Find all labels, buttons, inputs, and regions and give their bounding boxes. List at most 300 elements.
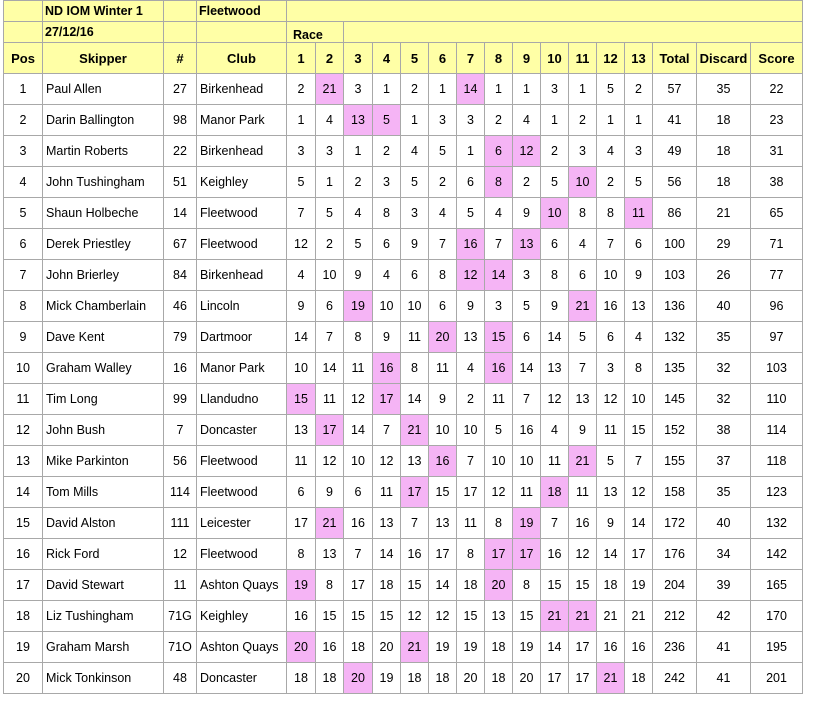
- race-10-discarded-cell: 21: [541, 601, 569, 632]
- pos-cell: 20: [4, 663, 43, 694]
- race-10-cell: 6: [541, 229, 569, 260]
- race-2-cell: 16: [316, 632, 344, 663]
- club-cell: Fleetwood: [197, 446, 287, 477]
- score-cell: 77: [751, 260, 803, 291]
- race-13-cell: 7: [625, 446, 653, 477]
- sail-number-cell: 16: [164, 353, 197, 384]
- col-header-number: #: [164, 43, 197, 74]
- race-13-discarded-cell: 11: [625, 198, 653, 229]
- table-row: [4, 198, 803, 229]
- race-6-cell: 1: [429, 74, 457, 105]
- race-5-cell: 14: [401, 384, 429, 415]
- race-8-discarded-cell: 14: [485, 260, 513, 291]
- col-header-discard: Discard: [697, 43, 751, 74]
- discard-cell: 40: [697, 508, 751, 539]
- race-8-cell: 12: [485, 477, 513, 508]
- discard-cell: 35: [697, 477, 751, 508]
- sail-number-cell: 51: [164, 167, 197, 198]
- race-1-discarded-cell: 20: [287, 632, 316, 663]
- race-6-cell: 19: [429, 632, 457, 663]
- race-12-cell: 14: [597, 539, 625, 570]
- race-4-cell: 2: [373, 136, 401, 167]
- race-12-cell: 9: [597, 508, 625, 539]
- race-9-discarded-cell: 17: [513, 539, 541, 570]
- race-5-cell: 18: [401, 663, 429, 694]
- pos-cell: 8: [4, 291, 43, 322]
- discard-cell: 26: [697, 260, 751, 291]
- race-2-cell: 8: [316, 570, 344, 601]
- race-2-cell: 5: [316, 198, 344, 229]
- race-6-cell: 17: [429, 539, 457, 570]
- sail-number-cell: 46: [164, 291, 197, 322]
- race-9-cell: 14: [513, 353, 541, 384]
- sail-number-cell: 67: [164, 229, 197, 260]
- total-cell: 172: [653, 508, 697, 539]
- header-cell-empty: [287, 1, 803, 22]
- skipper-cell: Martin Roberts: [43, 136, 164, 167]
- discard-cell: 42: [697, 601, 751, 632]
- table-row: [4, 136, 803, 167]
- col-header-club: Club: [197, 43, 287, 74]
- race-3-cell: 10: [344, 446, 373, 477]
- race-12-cell: 21: [597, 601, 625, 632]
- header-cell-empty: [164, 1, 197, 22]
- race-10-cell: 13: [541, 353, 569, 384]
- club-cell: Fleetwood: [197, 539, 287, 570]
- race-4-cell: 3: [373, 167, 401, 198]
- skipper-cell: Liz Tushingham: [43, 601, 164, 632]
- race-6-cell: 13: [429, 508, 457, 539]
- race-6-cell: 7: [429, 229, 457, 260]
- race-9-discarded-cell: 12: [513, 136, 541, 167]
- sail-number-cell: 84: [164, 260, 197, 291]
- total-cell: 204: [653, 570, 697, 601]
- race-9-cell: 1: [513, 74, 541, 105]
- race-7-cell: 17: [457, 477, 485, 508]
- club-cell: Dartmoor: [197, 322, 287, 353]
- total-cell: 49: [653, 136, 697, 167]
- race-1-cell: 8: [287, 539, 316, 570]
- race-6-discarded-cell: 20: [429, 322, 457, 353]
- col-header-total: Total: [653, 43, 697, 74]
- race-2-cell: 3: [316, 136, 344, 167]
- col-header-race-1: 1: [287, 43, 316, 74]
- race-5-cell: 2: [401, 74, 429, 105]
- race-11-cell: 17: [569, 663, 597, 694]
- race-11-cell: 7: [569, 353, 597, 384]
- score-cell: 96: [751, 291, 803, 322]
- race-3-cell: 3: [344, 74, 373, 105]
- skipper-cell: Graham Walley: [43, 353, 164, 384]
- sail-number-cell: 12: [164, 539, 197, 570]
- race-7-cell: 11: [457, 508, 485, 539]
- race-1-cell: 7: [287, 198, 316, 229]
- sail-number-cell: 14: [164, 198, 197, 229]
- race-8-cell: 5: [485, 415, 513, 446]
- race-4-cell: 15: [373, 601, 401, 632]
- skipper-cell: Graham Marsh: [43, 632, 164, 663]
- discard-cell: 35: [697, 74, 751, 105]
- table-row: [4, 260, 803, 291]
- race-9-cell: 10: [513, 446, 541, 477]
- race-10-cell: 15: [541, 570, 569, 601]
- table-row: [4, 415, 803, 446]
- race-7-cell: 13: [457, 322, 485, 353]
- sail-number-cell: 99: [164, 384, 197, 415]
- race-4-cell: 6: [373, 229, 401, 260]
- table-row: [4, 539, 803, 570]
- race-3-cell: 16: [344, 508, 373, 539]
- race-2-cell: 6: [316, 291, 344, 322]
- race-8-cell: 1: [485, 74, 513, 105]
- score-cell: 170: [751, 601, 803, 632]
- race-3-discarded-cell: 13: [344, 105, 373, 136]
- race-7-cell: 8: [457, 539, 485, 570]
- sail-number-cell: 7: [164, 415, 197, 446]
- race-10-cell: 14: [541, 632, 569, 663]
- score-cell: 110: [751, 384, 803, 415]
- race-7-discarded-cell: 14: [457, 74, 485, 105]
- race-3-discarded-cell: 20: [344, 663, 373, 694]
- sail-number-cell: 56: [164, 446, 197, 477]
- club-cell: Llandudno: [197, 384, 287, 415]
- race-12-cell: 13: [597, 477, 625, 508]
- race-4-discarded-cell: 5: [373, 105, 401, 136]
- skipper-cell: Tim Long: [43, 384, 164, 415]
- col-header-score: Score: [751, 43, 803, 74]
- column-header-row: [4, 43, 803, 74]
- pos-cell: 9: [4, 322, 43, 353]
- race-2-cell: 12: [316, 446, 344, 477]
- race-1-cell: 5: [287, 167, 316, 198]
- sail-number-cell: 71O: [164, 632, 197, 663]
- col-header-race-12: 12: [597, 43, 625, 74]
- score-cell: 142: [751, 539, 803, 570]
- race-10-cell: 4: [541, 415, 569, 446]
- discard-cell: 40: [697, 291, 751, 322]
- score-cell: 118: [751, 446, 803, 477]
- discard-cell: 18: [697, 105, 751, 136]
- table-row: [4, 508, 803, 539]
- total-cell: 86: [653, 198, 697, 229]
- race-11-cell: 12: [569, 539, 597, 570]
- race-2-cell: 1: [316, 167, 344, 198]
- race-3-cell: 7: [344, 539, 373, 570]
- score-cell: 22: [751, 74, 803, 105]
- total-cell: 103: [653, 260, 697, 291]
- race-12-cell: 2: [597, 167, 625, 198]
- event-date: 27/12/16: [43, 22, 164, 43]
- race-1-cell: 9: [287, 291, 316, 322]
- col-header-race-9: 9: [513, 43, 541, 74]
- race-9-cell: 5: [513, 291, 541, 322]
- race-10-discarded-cell: 18: [541, 477, 569, 508]
- race-2-cell: 13: [316, 539, 344, 570]
- race-6-cell: 9: [429, 384, 457, 415]
- total-cell: 57: [653, 74, 697, 105]
- col-header-race-6: 6: [429, 43, 457, 74]
- skipper-cell: Rick Ford: [43, 539, 164, 570]
- results-table: [3, 0, 803, 694]
- race-4-cell: 7: [373, 415, 401, 446]
- race-3-cell: 12: [344, 384, 373, 415]
- race-4-cell: 11: [373, 477, 401, 508]
- sail-number-cell: 111: [164, 508, 197, 539]
- race-7-cell: 3: [457, 105, 485, 136]
- race-12-cell: 12: [597, 384, 625, 415]
- race-4-discarded-cell: 16: [373, 353, 401, 384]
- score-cell: 123: [751, 477, 803, 508]
- col-header-race-13: 13: [625, 43, 653, 74]
- race-12-discarded-cell: 21: [597, 663, 625, 694]
- race-11-cell: 8: [569, 198, 597, 229]
- race-5-cell: 9: [401, 229, 429, 260]
- race-13-cell: 14: [625, 508, 653, 539]
- club-cell: Ashton Quays: [197, 570, 287, 601]
- header-cell-empty: [197, 22, 287, 43]
- race-2-cell: 18: [316, 663, 344, 694]
- race-13-cell: 18: [625, 663, 653, 694]
- discard-cell: 37: [697, 446, 751, 477]
- race-13-cell: 17: [625, 539, 653, 570]
- race-10-cell: 16: [541, 539, 569, 570]
- race-2-cell: 14: [316, 353, 344, 384]
- race-8-discarded-cell: 8: [485, 167, 513, 198]
- race-6-cell: 10: [429, 415, 457, 446]
- race-11-cell: 5: [569, 322, 597, 353]
- race-12-cell: 5: [597, 446, 625, 477]
- race-7-cell: 15: [457, 601, 485, 632]
- sail-number-cell: 98: [164, 105, 197, 136]
- race-3-cell: 6: [344, 477, 373, 508]
- race-6-cell: 4: [429, 198, 457, 229]
- race-1-cell: 10: [287, 353, 316, 384]
- race-3-cell: 2: [344, 167, 373, 198]
- table-row: [4, 384, 803, 415]
- sail-number-cell: 11: [164, 570, 197, 601]
- score-cell: 114: [751, 415, 803, 446]
- race-7-cell: 10: [457, 415, 485, 446]
- club-cell: Birkenhead: [197, 136, 287, 167]
- table-row: [4, 74, 803, 105]
- race-6-discarded-cell: 16: [429, 446, 457, 477]
- race-6-cell: 3: [429, 105, 457, 136]
- race-1-cell: 6: [287, 477, 316, 508]
- race-12-cell: 1: [597, 105, 625, 136]
- race-2-cell: 10: [316, 260, 344, 291]
- race-9-cell: 9: [513, 198, 541, 229]
- table-row: [4, 105, 803, 136]
- table-row: [4, 446, 803, 477]
- race-5-cell: 10: [401, 291, 429, 322]
- col-header-skipper: Skipper: [43, 43, 164, 74]
- race-8-cell: 11: [485, 384, 513, 415]
- race-9-cell: 6: [513, 322, 541, 353]
- race-9-cell: 8: [513, 570, 541, 601]
- race-11-cell: 6: [569, 260, 597, 291]
- race-7-cell: 20: [457, 663, 485, 694]
- skipper-cell: Paul Allen: [43, 74, 164, 105]
- race-12-cell: 18: [597, 570, 625, 601]
- race-9-cell: 15: [513, 601, 541, 632]
- club-cell: Keighley: [197, 601, 287, 632]
- race-13-cell: 21: [625, 601, 653, 632]
- skipper-cell: Tom Mills: [43, 477, 164, 508]
- race-9-cell: 19: [513, 632, 541, 663]
- race-13-cell: 15: [625, 415, 653, 446]
- total-cell: 145: [653, 384, 697, 415]
- discard-cell: 32: [697, 384, 751, 415]
- pos-cell: 19: [4, 632, 43, 663]
- race-5-cell: 6: [401, 260, 429, 291]
- skipper-cell: John Tushingham: [43, 167, 164, 198]
- race-1-cell: 4: [287, 260, 316, 291]
- race-2-cell: 9: [316, 477, 344, 508]
- sail-number-cell: 22: [164, 136, 197, 167]
- race-6-cell: 11: [429, 353, 457, 384]
- pos-cell: 11: [4, 384, 43, 415]
- race-5-cell: 3: [401, 198, 429, 229]
- race-2-cell: 4: [316, 105, 344, 136]
- race-2-cell: 2: [316, 229, 344, 260]
- total-cell: 212: [653, 601, 697, 632]
- pos-cell: 18: [4, 601, 43, 632]
- race-3-cell: 14: [344, 415, 373, 446]
- col-header-race-2: 2: [316, 43, 344, 74]
- club-cell: Birkenhead: [197, 260, 287, 291]
- race-10-cell: 1: [541, 105, 569, 136]
- race-12-cell: 10: [597, 260, 625, 291]
- race-5-cell: 5: [401, 167, 429, 198]
- race-3-cell: 5: [344, 229, 373, 260]
- race-11-cell: 4: [569, 229, 597, 260]
- race-5-discarded-cell: 21: [401, 632, 429, 663]
- col-header-race-7: 7: [457, 43, 485, 74]
- header-row-event: [4, 1, 803, 22]
- race-1-discarded-cell: 15: [287, 384, 316, 415]
- race-7-cell: 2: [457, 384, 485, 415]
- skipper-cell: Mick Tonkinson: [43, 663, 164, 694]
- club-cell: Doncaster: [197, 415, 287, 446]
- discard-cell: 18: [697, 136, 751, 167]
- pos-cell: 1: [4, 74, 43, 105]
- pos-cell: 10: [4, 353, 43, 384]
- col-header-race-3: 3: [344, 43, 373, 74]
- race-12-cell: 6: [597, 322, 625, 353]
- race-3-discarded-cell: 19: [344, 291, 373, 322]
- venue-title: Fleetwood: [197, 1, 287, 22]
- discard-cell: 38: [697, 415, 751, 446]
- race-11-cell: 15: [569, 570, 597, 601]
- pos-cell: 2: [4, 105, 43, 136]
- header-cell-empty: [164, 22, 197, 43]
- col-header-race-10: 10: [541, 43, 569, 74]
- club-cell: Manor Park: [197, 105, 287, 136]
- race-4-cell: 8: [373, 198, 401, 229]
- race-8-discarded-cell: 6: [485, 136, 513, 167]
- score-cell: 65: [751, 198, 803, 229]
- race-12-cell: 16: [597, 291, 625, 322]
- race-13-cell: 16: [625, 632, 653, 663]
- race-10-cell: 3: [541, 74, 569, 105]
- discard-cell: 34: [697, 539, 751, 570]
- race-5-cell: 1: [401, 105, 429, 136]
- race-9-cell: 11: [513, 477, 541, 508]
- club-cell: Keighley: [197, 167, 287, 198]
- race-5-cell: 13: [401, 446, 429, 477]
- race-8-cell: 2: [485, 105, 513, 136]
- race-4-cell: 20: [373, 632, 401, 663]
- table-row: [4, 353, 803, 384]
- race-6-cell: 15: [429, 477, 457, 508]
- table-row: [4, 291, 803, 322]
- race-4-cell: 4: [373, 260, 401, 291]
- race-1-cell: 13: [287, 415, 316, 446]
- race-9-cell: 2: [513, 167, 541, 198]
- race-13-cell: 19: [625, 570, 653, 601]
- race-1-cell: 18: [287, 663, 316, 694]
- race-13-cell: 8: [625, 353, 653, 384]
- race-13-cell: 3: [625, 136, 653, 167]
- race-11-discarded-cell: 21: [569, 446, 597, 477]
- total-cell: 155: [653, 446, 697, 477]
- race-6-cell: 6: [429, 291, 457, 322]
- skipper-cell: David Stewart: [43, 570, 164, 601]
- race-7-cell: 5: [457, 198, 485, 229]
- race-8-discarded-cell: 15: [485, 322, 513, 353]
- total-cell: 136: [653, 291, 697, 322]
- score-cell: 71: [751, 229, 803, 260]
- total-cell: 41: [653, 105, 697, 136]
- race-3-cell: 18: [344, 632, 373, 663]
- race-11-cell: 9: [569, 415, 597, 446]
- total-cell: 135: [653, 353, 697, 384]
- race-10-cell: 17: [541, 663, 569, 694]
- race-5-cell: 12: [401, 601, 429, 632]
- col-header-race-11: 11: [569, 43, 597, 74]
- club-cell: Fleetwood: [197, 229, 287, 260]
- race-3-cell: 15: [344, 601, 373, 632]
- race-10-cell: 11: [541, 446, 569, 477]
- club-cell: Doncaster: [197, 663, 287, 694]
- col-header-race-4: 4: [373, 43, 401, 74]
- skipper-cell: Mick Chamberlain: [43, 291, 164, 322]
- club-cell: Manor Park: [197, 353, 287, 384]
- skipper-cell: Dave Kent: [43, 322, 164, 353]
- race-5-cell: 11: [401, 322, 429, 353]
- race-1-cell: 2: [287, 74, 316, 105]
- race-12-cell: 4: [597, 136, 625, 167]
- col-header-pos: Pos: [4, 43, 43, 74]
- table-row: [4, 570, 803, 601]
- discard-cell: 29: [697, 229, 751, 260]
- race-9-cell: 16: [513, 415, 541, 446]
- score-cell: 165: [751, 570, 803, 601]
- score-cell: 132: [751, 508, 803, 539]
- race-7-cell: 9: [457, 291, 485, 322]
- race-9-cell: 20: [513, 663, 541, 694]
- sail-number-cell: 48: [164, 663, 197, 694]
- club-cell: Fleetwood: [197, 477, 287, 508]
- race-8-cell: 7: [485, 229, 513, 260]
- skipper-cell: John Brierley: [43, 260, 164, 291]
- race-2-cell: 11: [316, 384, 344, 415]
- race-8-cell: 18: [485, 663, 513, 694]
- race-5-cell: 7: [401, 508, 429, 539]
- table-row: [4, 601, 803, 632]
- race-10-cell: 5: [541, 167, 569, 198]
- race-11-discarded-cell: 21: [569, 601, 597, 632]
